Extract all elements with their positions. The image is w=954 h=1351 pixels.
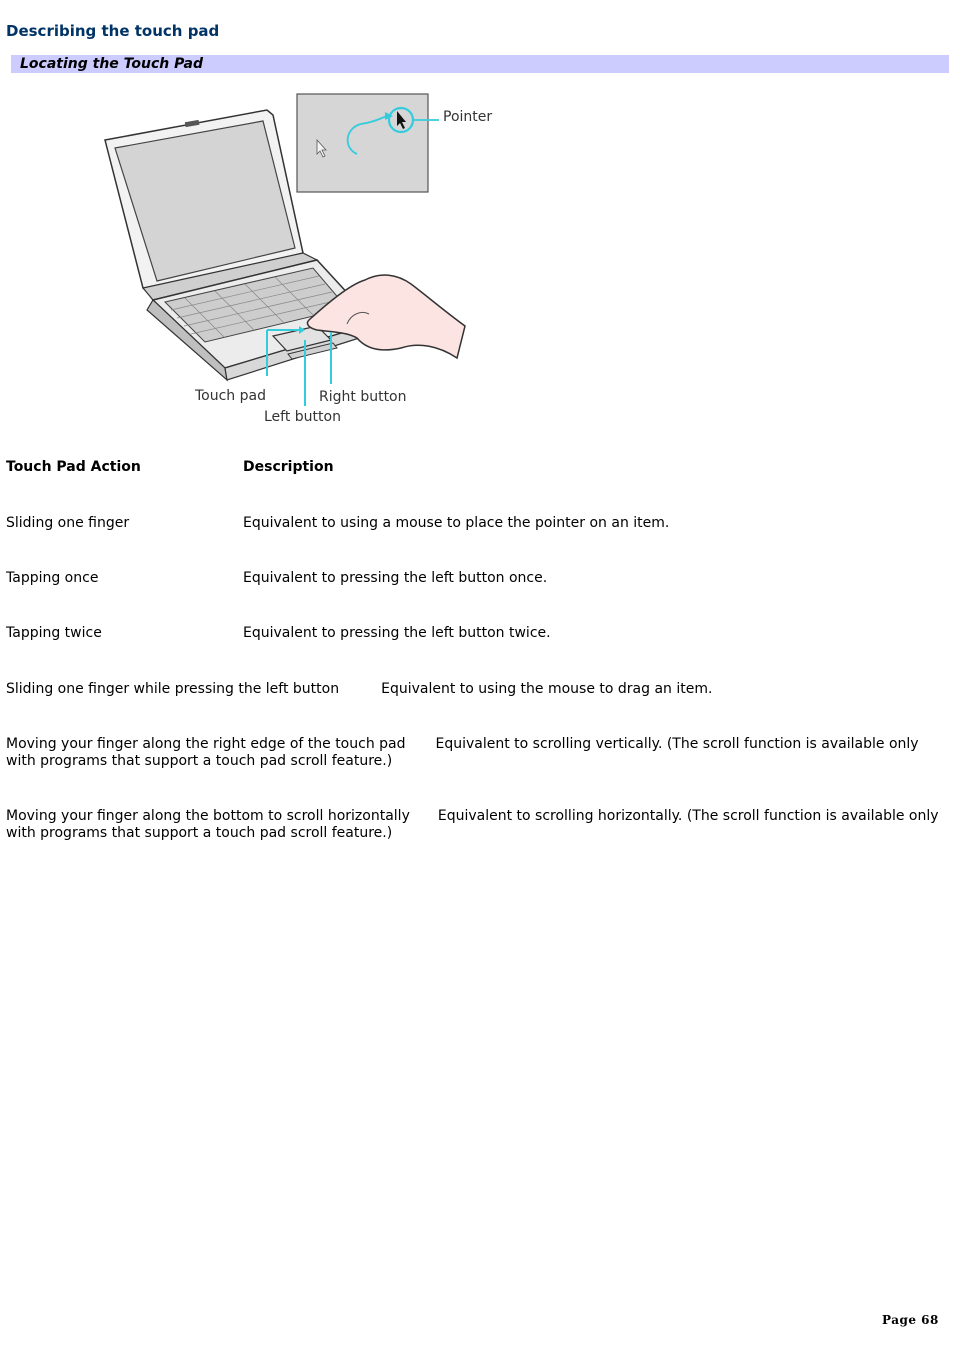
label-pointer: Pointer [443,109,493,125]
touch-pad-illustration [95,88,515,428]
label-left-button: Left button [264,409,341,425]
table-row-inline [6,808,950,842]
page-title: Describing the touch pad [6,22,220,40]
page-number: Page 68 [882,1313,939,1327]
table-row-inline [6,681,950,698]
laptop-diagram [95,88,515,428]
table-row-inline [6,736,950,770]
table-row-description: Equivalent to pressing the left button once. [243,570,548,586]
table-row-action: Tapping once [6,570,99,586]
table-row-action: Sliding one finger while pressing the left button [6,681,340,697]
column-header-description: Description [243,459,334,475]
section-header-bar [11,55,949,73]
table-row-action: Tapping twice [6,625,102,641]
section-title: Locating the Touch Pad [20,56,203,72]
table-row-description: Equivalent to using the mouse to drag an item. [381,681,713,697]
table-row-action: Moving your finger along the right edge of the touch pad [6,736,406,752]
table-row-description: Equivalent to pressing the left button twice. [243,625,551,641]
label-touch-pad: Touch pad [195,388,266,404]
table-row-description: Equivalent to scrolling vertically. (The scroll function is available only with programs that support a touch pad scroll feature.) [6,736,919,769]
column-header-action: Touch Pad Action [6,459,141,475]
table-row-action: Moving your finger along the bottom to scroll horizontally [6,808,410,824]
table-row-action: Sliding one finger [6,515,130,531]
table-row-description: Equivalent to scrolling horizontally. (The scroll function is available only with programs that support a touch pad scroll feature.) [6,808,939,841]
label-right-button: Right button [319,389,407,405]
table-row-description: Equivalent to using a mouse to place the pointer on an item. [243,515,670,531]
